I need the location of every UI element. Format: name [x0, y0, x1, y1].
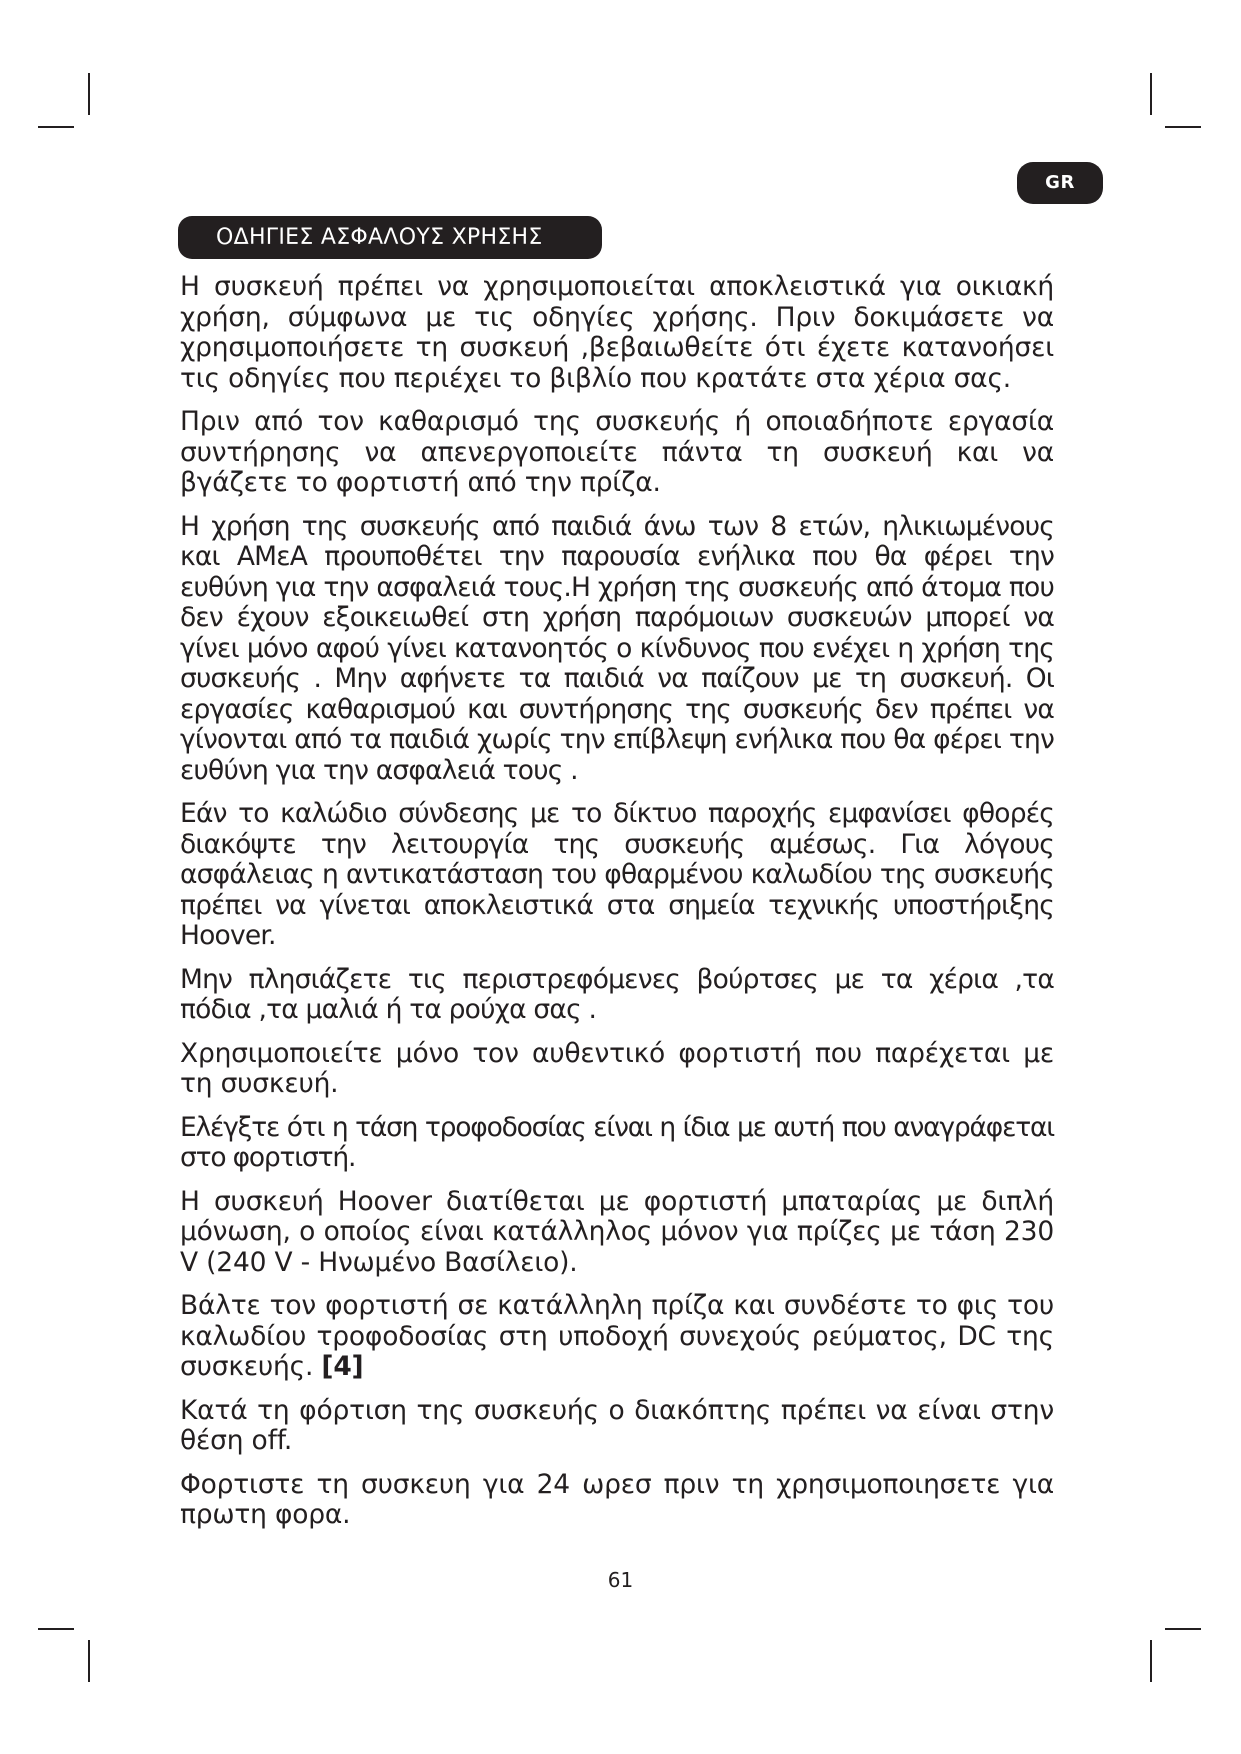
paragraph-connect-charger [180, 1291, 1054, 1383]
crop-mark-top-right-horizontal [1165, 126, 1201, 128]
safety-instructions-body [180, 272, 1054, 1544]
paragraph-cleaning-unplug: Πριν από τον καθαρισμό της συσκευής ή οποιαδήποτε εργασία συντήρησης να απενεργοποιείτε πάντα τη συσκευή και να βγάζετε το φορτιστή από την πρίζα. [180, 406, 1054, 498]
paragraph-voltage-check: Ελέγξτε ότι η τάση τροφοδοσίας είναι η ίδια με αυτή που αναγράφεται στο φορτιστή. [180, 1111, 1054, 1173]
crop-mark-top-left-horizontal [38, 126, 74, 128]
paragraph-rotating-brushes: Μην πλησιάζετε τις περιστρεφόμενες βούρτσες με τα χέρια ,τα πόδια ,τα μαλιά ή τα ρούχα σας . [180, 963, 1054, 1025]
paragraph-switch-off: Κατά τη φόρτιση της συσκευής ο διακόπτης πρέπει να είναι στην θέση off. [180, 1394, 1054, 1456]
paragraph-household-use: Η συσκευή πρέπει να χρησιμοποιείται αποκλειστικά για οικιακή χρήση, σύμφωνα με τις οδηγίες χρήσης. Πριν δοκιμάσετε να χρησιμοποιήσετε τη συσκευή ,βεβαιωθείτε ότι έχετε κατανοήσει τις οδηγίες που περιέχει το βιβλίο που κρατάτε στα χέρια σας. [180, 271, 1054, 394]
crop-mark-bottom-right-horizontal [1165, 1628, 1201, 1630]
paragraph-children-supervision: Η χρήση της συσκευής από παιδιά άνω των 8 ετών, ηλικιωμένους και ΑΜεΑ προυποθέτει την παρουσία ενήλικα που θα φέρει την ευθύνη για την ασφαλειά τους.Η χρήση της συσκευής από άτομα που δεν έχουν εξοικειωθεί στη χρήση παρόμοιων συσκευών μπορεί να γίνει μόνο αφού γίνει κατανοητός ο κίνδυνος που ενέχει η χρήση της συσκευής . Μην αφήνετε τα παιδιά να παίζουν με τη συσκευή. Οι εργασίες καθαρισμού και συντήρησης της συσκευής δεν πρέπει να γίνονται από τα παιδιά χωρίς την επίβλεψη ενήλικα που θα φέρει την ευθύνη για την ασφαλειά τους . [180, 510, 1054, 786]
crop-mark-bottom-left-horizontal [38, 1628, 74, 1630]
language-badge: GR [1017, 162, 1103, 204]
figure-reference: [4] [321, 1351, 364, 1382]
crop-mark-top-left-vertical [88, 73, 90, 115]
paragraph-original-charger: Χρησιμοποιείτε μόνο τον αυθεντικό φορτιστή που παρέχεται με τη συσκευή. [180, 1037, 1054, 1099]
connect-charger-text: Βάλτε τον φορτιστή σε κατάλληλη πρίζα και συνδέστε το φις του καλωδίου τροφοδοσίας στη υποδοχή συνεχούς ρεύματος, DC της συσκευής. [180, 1290, 1054, 1382]
page-number: 61 [607, 1568, 634, 1592]
crop-mark-top-right-vertical [1150, 73, 1152, 115]
paragraph-damaged-cable: Εάν το καλώδιο σύνδεσης με το δίκτυο παροχής εμφανίσει φθορές διακόψτε την λειτουργία της συσκευής αμέσως. Για λόγους ασφάλειας η αντικατάσταση του φθαρμένου καλωδίου της συσκευής πρέπει να γίνεται αποκλειστικά στα σημεία τεχνικής υποστήριξης Hoover. [180, 798, 1054, 951]
crop-mark-bottom-left-vertical [88, 1640, 90, 1682]
paragraph-double-insulation: Η συσκευή Hoover διατίθεται με φορτιστή μπαταρίας με διπλή μόνωση, ο οποίος είναι κατάλληλος μόνον για πρίζες με τάση 230 V (240 V - Ηνωμένο Βασίλειο). [180, 1185, 1054, 1278]
section-title: ΟΔΗΓΙΕΣ ΑΣΦΑΛΟΥΣ ΧΡΗΣΗΣ [178, 216, 602, 259]
crop-mark-bottom-right-vertical [1150, 1640, 1152, 1682]
paragraph-first-charge: Φορτιστε τη συσκευη για 24 ωρεσ πριν τη χρησιμοποιησετε για πρωτη φορα. [180, 1468, 1054, 1530]
